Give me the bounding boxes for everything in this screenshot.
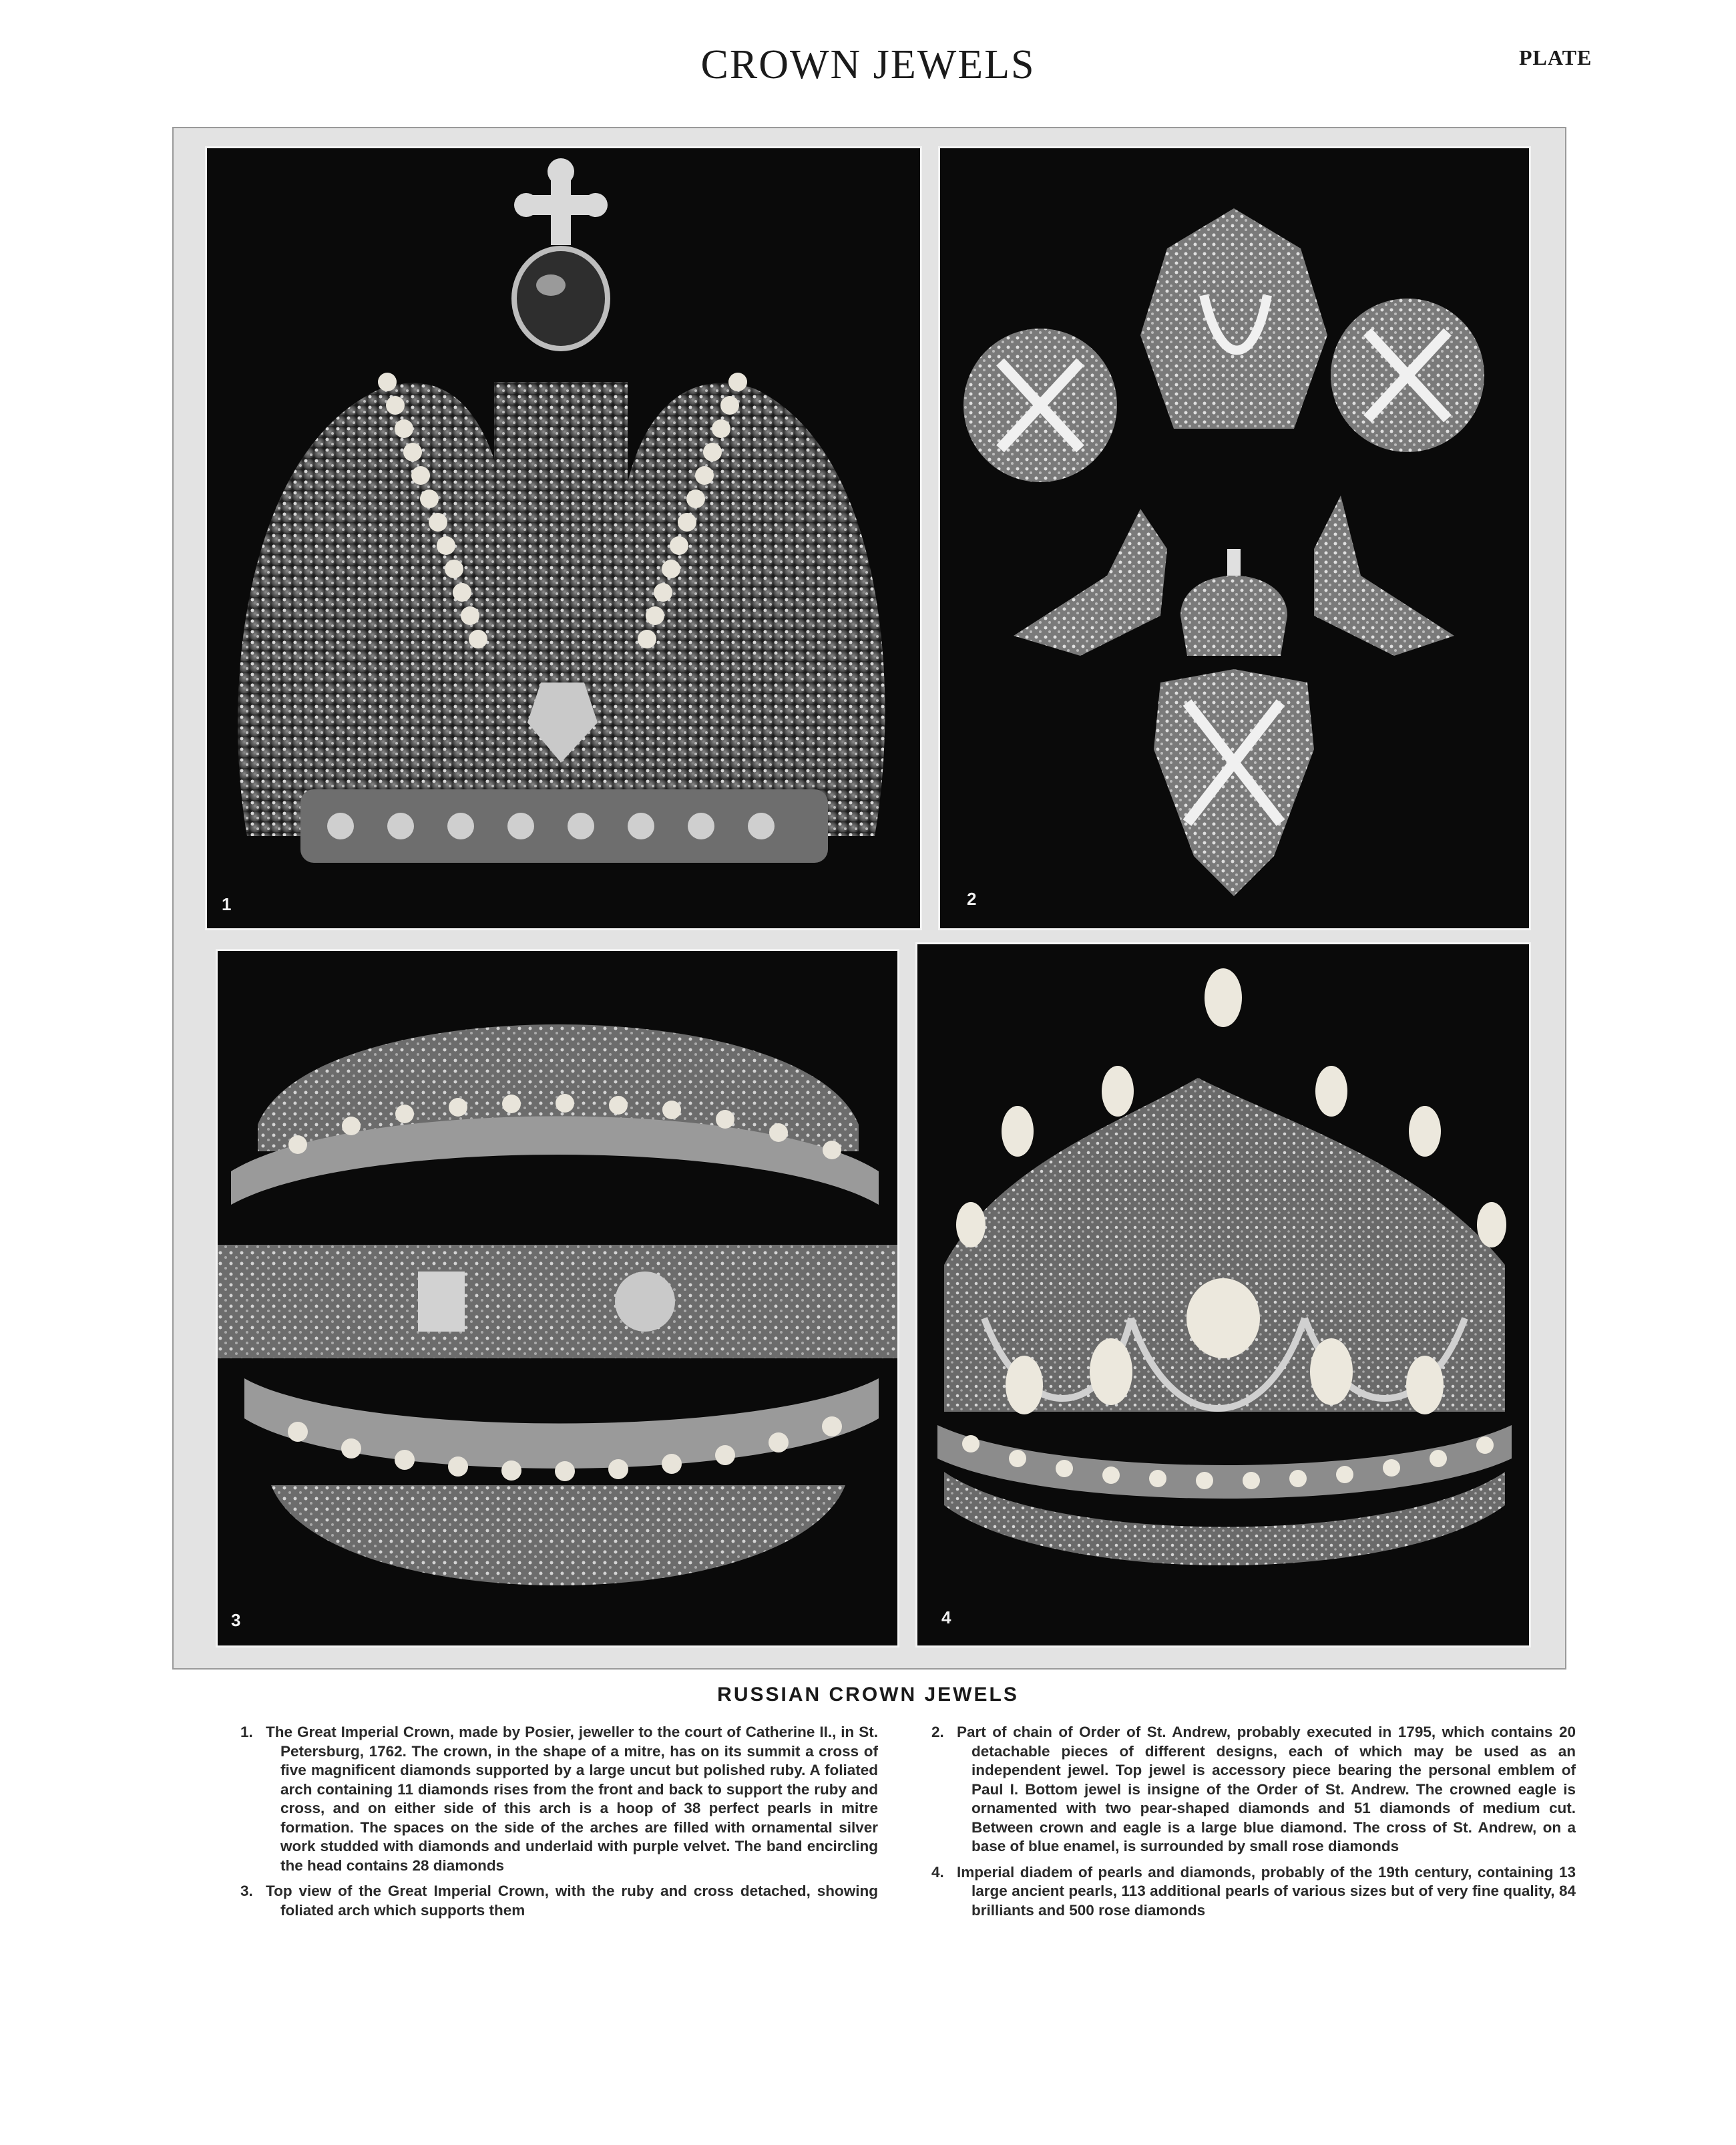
caption-entry-text: Part of chain of Order of St. Andrew, probably executed in 1795, which contains 20 detachable pieces of different designs, each of which may be used as an independent jewel. Top jewel is accessory piece bearing the personal emblem of Paul I. Bottom jewel is insigne of the Order of St. Andrew. The crowned eagle is ornamented with two pear-shaped diamonds and 51 diamonds of medium cut. Between crown and eagle is a large blue diamond. The cross of St. Andrew, on a base of blue enamel, is surrounded by small rose diamonds [957,1724,1576,1855]
photo-number-2: 2 [967,889,977,909]
photo-top-view-imperial-crown [218,951,897,1645]
top-view-illustration [218,951,897,1645]
caption-entry [918,1863,1576,1921]
photo-plate-frame [172,127,1566,1670]
caption-column-right [918,1723,1576,1927]
caption-entry [227,1882,878,1920]
caption-entry-text: Top view of the Great Imperial Crown, with the ruby and cross detached, showing foliated arch which supports them [266,1883,878,1919]
caption-entry [918,1723,1576,1857]
diadem-illustration [917,944,1529,1645]
caption-entry-number: 2. [931,1724,944,1740]
caption-heading: RUSSIAN CROWN JEWELS [717,1684,1019,1706]
caption-entry-text: The Great Imperial Crown, made by Posier, jeweller to the court of Catherine II., in St. Petersburg, 1762. The crown, in the shape of a mitre, has on its summit a cross of five magnificent diamonds supported by a large uncut but polished ruby. A foliated arch containing 11 diamonds rises from the front and back to support the ruby and cross, and on either side of this arch is a hoop of 38 perfect pearls in mitre formation. The spaces on the side of the arches are filled with ornamental silver work studded with diamonds and underlaid with purple velvet. The band encircling the head contains 28 diamonds [266,1724,878,1874]
caption-entry-number: 3. [240,1883,253,1899]
photo-number-1: 1 [222,894,232,914]
caption-entry-number: 1. [240,1724,253,1740]
chain-illustration [940,148,1529,928]
photo-number-3: 3 [231,1610,241,1630]
caption-column-left [227,1723,878,1927]
photo-great-imperial-crown [207,148,920,928]
photo-imperial-diadem [917,944,1529,1645]
crown-illustration [207,148,920,928]
page-title: CROWN JEWELS [700,42,1036,87]
plate-label: PLATE [1519,45,1592,69]
photo-order-of-st-andrew-chain [940,148,1529,928]
caption-entry-text: Imperial diadem of pearls and diamonds, probably of the 19th century, containing 13 large ancient pearls, 113 additional pearls of various sizes but of very fine quality, 84 brilliants and 500 rose diamonds [957,1863,1576,1919]
caption-entry [227,1723,878,1875]
caption-entry-number: 4. [931,1863,944,1881]
photo-number-4: 4 [941,1607,951,1627]
